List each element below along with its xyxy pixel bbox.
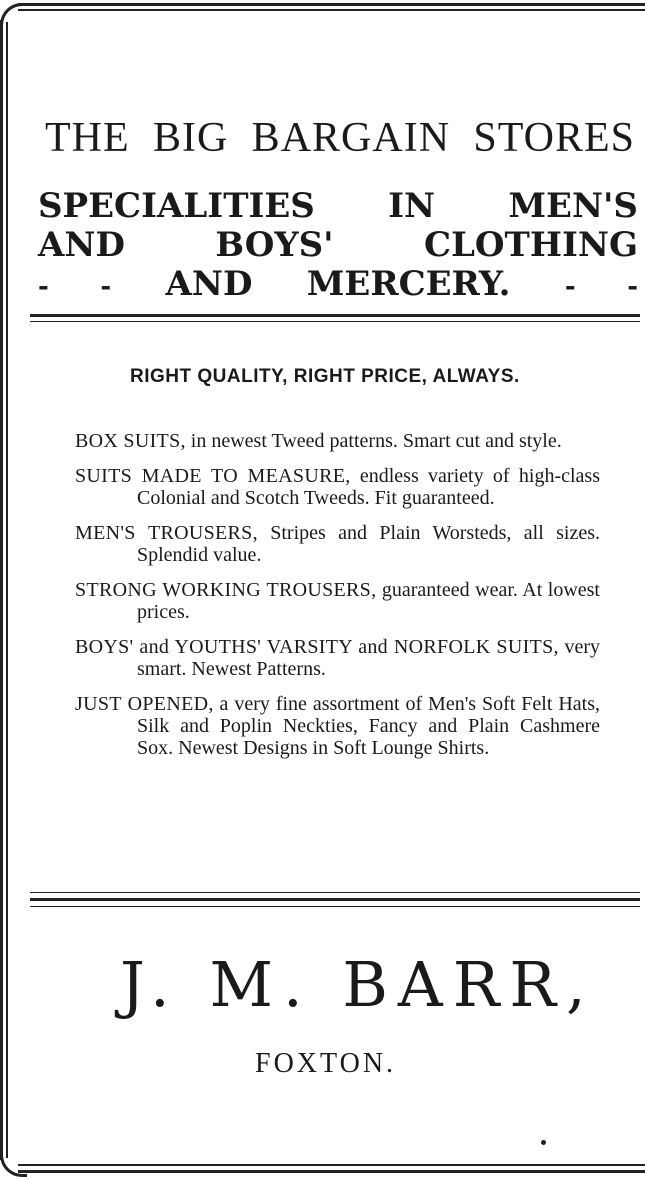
list-item (75, 579, 600, 623)
border-bottom-inner-line (18, 1164, 645, 1166)
specialities-line-3-text: AND MERCERY. (165, 264, 511, 304)
border-corner-top-left (0, 3, 27, 30)
border-left-line (0, 20, 3, 1160)
list-item (75, 693, 600, 759)
item-lead: BOYS' and YOUTHS' VARSITY and NORFOLK SUITS, (75, 636, 559, 658)
item-text: a very fine assortment of Men's Soft Felt Hats, Silk and Poplin Neckties, Fancy and Plain Cashmere Sox. Newest Designs in Soft Lounge Shirts. (137, 693, 600, 759)
specialities-line-3 (38, 264, 638, 307)
list-item (75, 430, 600, 452)
divider-rule (30, 906, 640, 907)
specialities-line-2: AND BOYS' CLOTHING (38, 225, 638, 265)
divider-rule (30, 321, 640, 322)
decorative-dashes-right: - - (564, 272, 638, 302)
store-name-heading: THE BIG BARGAIN STORES (45, 115, 635, 161)
specialities-line-1: SPECIALITIES IN MEN'S (38, 186, 638, 226)
list-item (75, 522, 600, 566)
decorative-dashes-left: - - (38, 272, 112, 302)
merchant-name: J. M. BARR, (120, 948, 596, 1021)
item-text: very smart. Newest Patterns. (137, 636, 601, 680)
tagline: RIGHT QUALITY, RIGHT PRICE, ALWAYS. (130, 366, 520, 387)
ink-speck (541, 1140, 546, 1145)
divider-rule (30, 898, 640, 901)
item-text: endless variety of high-class Colonial and Scotch Tweeds. Fit guaranteed. (137, 465, 600, 509)
item-lead: STRONG WORKING TROUSERS, (75, 579, 377, 601)
border-top-inner-line (18, 9, 645, 11)
town-name: FOXTON. (255, 1048, 397, 1079)
item-text: guaranteed wear. At lowest prices. (137, 579, 600, 623)
item-text: Stripes and Plain Worsteds, all sizes. Splendid value. (137, 522, 600, 566)
item-lead: MEN'S TROUSERS, (75, 522, 258, 544)
divider-rule (30, 892, 640, 893)
list-item (75, 636, 600, 680)
item-lead: BOX SUITS, (75, 430, 186, 452)
divider-rule (30, 314, 640, 317)
item-lead: SUITS MADE TO MEASURE, (75, 465, 351, 487)
list-item (75, 465, 600, 509)
product-list (75, 430, 600, 772)
item-text: in newest Tweed patterns. Smart cut and style. (185, 430, 562, 452)
border-bottom-line (18, 1170, 645, 1173)
border-top-line (18, 3, 645, 6)
item-lead: JUST OPENED, (75, 693, 214, 715)
border-left-inner-line (6, 22, 8, 1158)
